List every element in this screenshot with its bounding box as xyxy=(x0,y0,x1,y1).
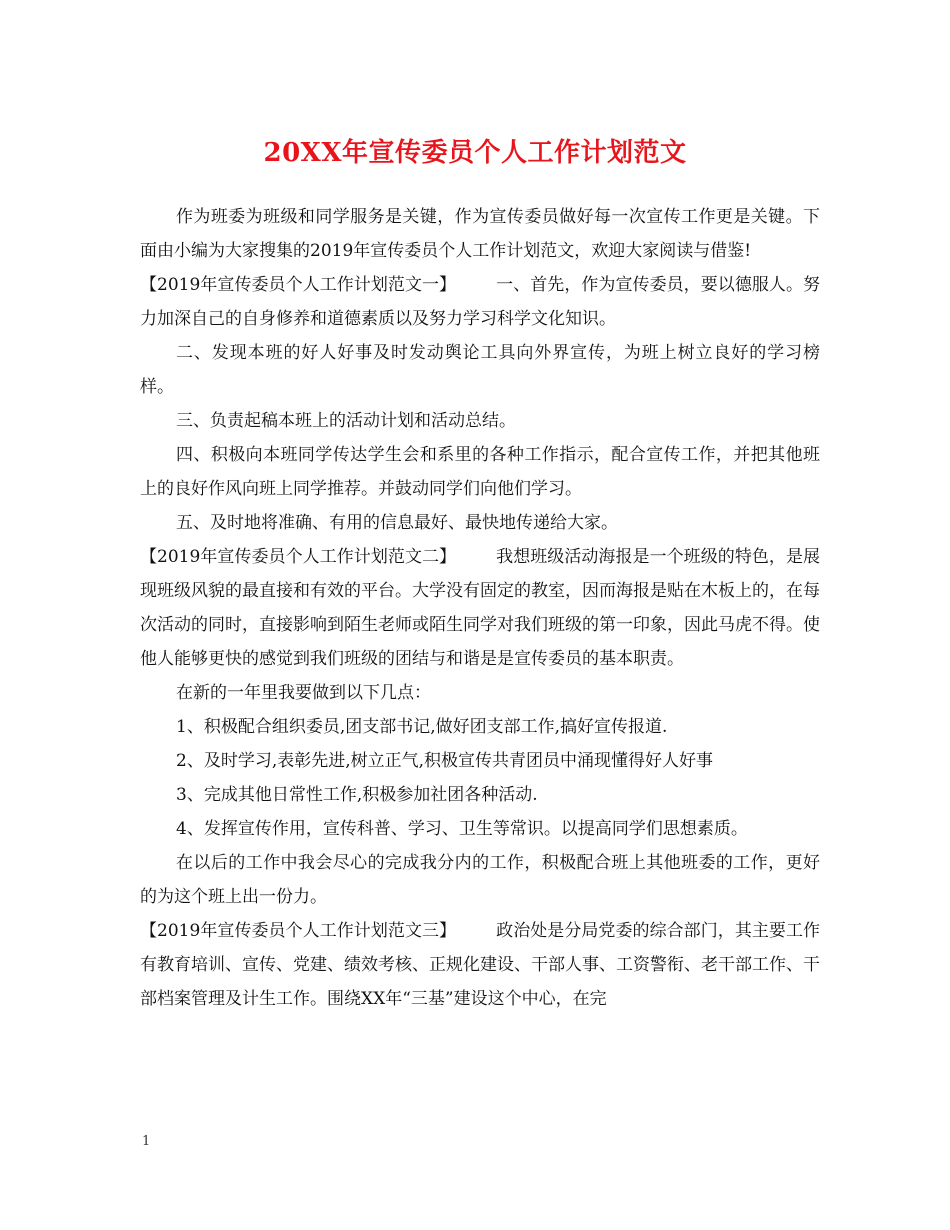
list-item: 3、完成其他日常性工作,积极参加社团各种活动. xyxy=(176,785,538,805)
list-item: 2、及时学习,表彰先进,树立正气,积极宣传共青团员中涌现懂得好人好事 xyxy=(176,751,714,771)
section-heading: 【2019年宣传委员个人工作计划范文三】 xyxy=(140,921,457,941)
list-item: 四、积极向本班同学传达学生会和系里的各种工作指示，配合宣传工作，并把其他班上的良好作风向班上同学推荐。并鼓动同学们向他们学习。 xyxy=(140,445,820,499)
list-item: 在以后的工作中我会尽心的完成我分内的工作，积极配合班上其他班委的工作，更好的为这个班上出一份力。 xyxy=(140,853,820,907)
list-item: 4、发挥宣传作用，宣传科普、学习、卫生等常识。以提高同学们思想素质。 xyxy=(176,819,748,839)
page-number: 1 xyxy=(142,1134,151,1149)
list-item: 五、及时地将准确、有用的信息最好、最快地传递给大家。 xyxy=(176,513,618,533)
list-item: 1、积极配合组织委员,团支部书记,做好团支部工作,搞好宣传报道. xyxy=(176,717,668,737)
list-item: 三、负责起稿本班上的活动计划和活动总结。 xyxy=(176,411,516,431)
section-text: 一、首先，作为宣传委员，要以德服人。努力加深自己的自身修养和道德素质以及努力学习科学文化知识。 xyxy=(140,275,821,329)
section-heading: 【2019年宣传委员个人工作计划范文一】 xyxy=(140,275,457,295)
section-heading: 【2019年宣传委员个人工作计划范文二】 xyxy=(140,547,457,567)
document-body xyxy=(140,200,820,1016)
list-item: 在新的一年里我要做到以下几点： xyxy=(176,683,431,703)
section-paragraph xyxy=(140,268,820,336)
section-text: 我想班级活动海报是一个班级的特色，是展现班级风貌的最直接和有效的平台。大学没有固定的教室，因而海报是贴在木板上的，在每次活动的同时，直接影响到陌生老师或陌生同学对我们班级的第一印象，因此马虎不得。使他人能够更快的感觉到我们班级的团结与和谐是是宣传委员的基本职责。 xyxy=(140,547,821,669)
document-title: 20XX年宣传委员个人工作计划范文 xyxy=(263,138,687,168)
section-text: 政治处是分局党委的综合部门，其主要工作有教育培训、宣传、党建、绩效考核、正规化建设、干部人事、工资警衔、老干部工作、干部档案管理及计生工作。围绕XX年“三基”建设这个中心，在完 xyxy=(140,921,821,1009)
list-item: 二、发现本班的好人好事及时发动舆论工具向外界宣传，为班上树立良好的学习榜样。 xyxy=(140,343,820,397)
section-paragraph xyxy=(140,914,820,1016)
section-paragraph xyxy=(140,540,820,676)
intro-paragraph: 作为班委为班级和同学服务是关键，作为宣传委员做好每一次宣传工作更是关键。下面由小编为大家搜集的2019年宣传委员个人工作计划范文，欢迎大家阅读与借鉴! xyxy=(140,207,820,261)
